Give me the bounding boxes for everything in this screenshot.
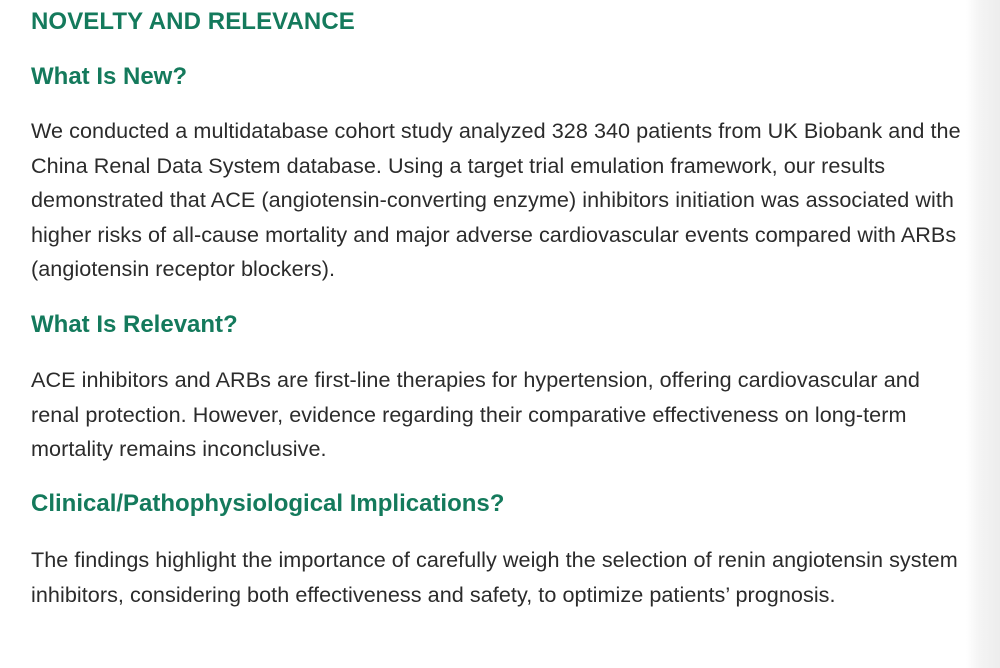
what-is-new-heading: What Is New? [31,63,188,90]
clinical-implications-heading: Clinical/Pathophysiological Implications? [31,490,505,517]
what-is-new-paragraph: We conducted a multidatabase cohort study analyzed 328 340 patients from UK Biobank and the China Renal Data System database. Using a target trial emulation framework, our results demonstrated that ACE (angiotensin-converting enzyme) inhibitors initiation was associated with higher risks of all-cause mortality and major adverse cardiovascular events compared with ARBs (angiotensin receptor blockers). [31,118,961,281]
clinical-implications-paragraph: The findings highlight the importance of carefully weigh the selection of renin angiotensin system inhibitors, considering both effectiveness and safety, to optimize patients’ prognosis. [31,547,958,607]
section-title: NOVELTY AND RELEVANCE [31,8,355,35]
what-is-relevant-paragraph: ACE inhibitors and ARBs are first-line therapies for hypertension, offering cardiovascular and renal protection. However, evidence regarding their comparative effectiveness on long-term mortality remains inconclusive. [31,367,920,461]
scrollbar-track[interactable] [966,0,1000,668]
what-is-relevant-heading: What Is Relevant? [31,311,238,338]
